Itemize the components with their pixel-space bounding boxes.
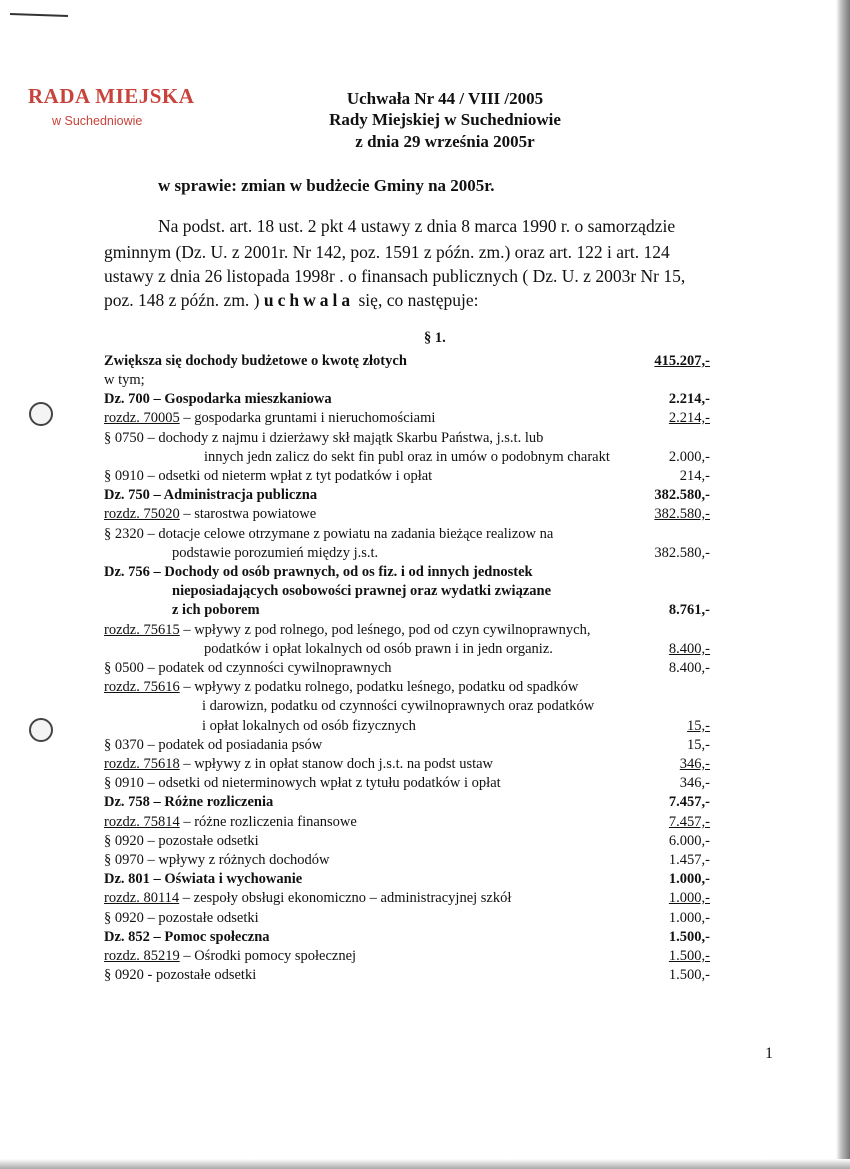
row-description: z ich poborem [172, 602, 260, 618]
chapter-description: – Ośrodki pomocy społecznej [179, 948, 357, 964]
row-amount: 1.000,- [668, 890, 710, 906]
table-row [104, 737, 714, 756]
row-description [104, 410, 435, 427]
table-row [104, 929, 714, 948]
table-row [104, 775, 714, 794]
table-row [104, 890, 714, 909]
row-amount: 346,- [679, 775, 710, 791]
row-description: Dz. 801 – Oświata i wychowanie [104, 871, 303, 887]
table-row [104, 698, 714, 717]
table-row [104, 564, 714, 583]
council-name: Rady Miejskiej w Suchedniowie [329, 110, 561, 129]
chapter-code: rozdz. 75020 [104, 506, 180, 522]
row-description: i darowizn, podatku od czynności cywilnoprawnych oraz podatków [202, 698, 595, 714]
row-amount: 2.214,- [668, 410, 710, 426]
row-amount: 1.457,- [668, 852, 710, 868]
table-row [104, 506, 714, 525]
punch-hole-bottom [29, 718, 53, 742]
chapter-code: rozdz. 75616 [104, 679, 180, 695]
row-amount: 8.761,- [668, 602, 710, 618]
chapter-description: – różne rozliczenia finansowe [179, 814, 357, 830]
table-row [104, 430, 714, 449]
table-row [104, 679, 714, 698]
resolves-word: uchwala [263, 290, 355, 310]
chapter-description: – wpływy z pod rolnego, pod leśnego, pod od czyn cywilnoprawnych, [179, 622, 591, 638]
row-amount: 8.400,- [668, 641, 710, 657]
chapter-description: – gospodarka gruntami i nieruchomościami [179, 410, 436, 426]
table-row [104, 353, 714, 372]
chapter-code: rozdz. 85219 [104, 948, 180, 964]
table-row [104, 545, 714, 564]
row-amount: 2.214,- [668, 391, 710, 407]
table-row [104, 948, 714, 967]
resolution-subject: w sprawie: zmian w budżecie Gminy na 2005r. [158, 176, 495, 195]
table-row [104, 487, 714, 506]
row-description: § 0910 – odsetki od nieterm wpłat z tyt podatków i opłat [104, 468, 433, 484]
row-description: nieposiadających osobowości prawnej oraz wydatki związane [172, 583, 552, 599]
legal-basis-line-3: ustawy z dnia 26 listopada 1998r . o finansach publicznych ( Dz. U. z 2003r Nr 15, [104, 266, 686, 286]
row-amount: 7.457,- [668, 814, 710, 830]
table-row [104, 391, 714, 410]
row-description: § 0750 – dochody z najmu i dzierżawy skł majątk Skarbu Państwa, j.s.t. lub [104, 430, 544, 446]
table-row [104, 583, 714, 602]
row-description [104, 506, 316, 523]
resolution-date: z dnia 29 września 2005r [355, 132, 535, 151]
legal-basis-line-4 [104, 290, 479, 311]
row-description [104, 679, 578, 696]
row-amount: 346,- [679, 756, 710, 772]
row-amount: 2.000,- [668, 449, 710, 465]
row-amount: 382.580,- [654, 506, 710, 522]
table-row [104, 372, 714, 391]
row-description [104, 756, 493, 773]
table-row [104, 641, 714, 660]
table-row [104, 660, 714, 679]
row-description [104, 814, 357, 831]
chapter-code: rozdz. 80114 [104, 890, 180, 906]
row-amount: 8.400,- [668, 660, 710, 676]
row-amount: 7.457,- [668, 794, 710, 810]
row-description: w tym; [104, 372, 145, 388]
stamp-line-1: RADA MIEJSKA [28, 84, 195, 108]
row-amount: 382.580,- [654, 545, 710, 561]
row-description: § 0920 – pozostałe odsetki [104, 833, 259, 849]
chapter-code: rozdz. 70005 [104, 410, 180, 426]
row-description: Dz. 756 – Dochody od osób prawnych, od os fiz. i od innych jednostek [104, 564, 533, 580]
stamp-line-2: w Suchedniowie [52, 114, 143, 128]
row-amount: 415.207,- [654, 353, 710, 369]
chapter-description: – starostwa powiatowe [179, 506, 317, 522]
chapter-description: – wpływy z podatku rolnego, podatku leśnego, podatku od spadków [179, 679, 579, 695]
row-amount: 214,- [679, 468, 710, 484]
row-amount: 1.000,- [668, 871, 710, 887]
row-amount: 1.500,- [668, 948, 710, 964]
row-amount: 1.500,- [668, 929, 710, 945]
row-description: Dz. 750 – Administracja publiczna [104, 487, 318, 503]
row-description: § 0920 – pozostałe odsetki [104, 910, 259, 926]
row-description: Dz. 758 – Różne rozliczenia [104, 794, 274, 810]
scan-edge-bottom [0, 1159, 850, 1169]
row-description [104, 622, 590, 639]
row-amount: 15,- [687, 737, 710, 753]
row-description: § 0920 - pozostałe odsetki [104, 967, 257, 983]
row-amount: 382.580,- [654, 487, 710, 503]
resolution-number: Uchwała Nr 44 / VIII /2005 [346, 89, 544, 108]
chapter-code: rozdz. 75618 [104, 756, 180, 772]
chapter-code: rozdz. 75615 [104, 622, 180, 638]
table-row [104, 871, 714, 890]
table-row [104, 910, 714, 929]
chapter-description: – zespoły obsługi ekonomiczno – administracyjnej szkół [179, 890, 512, 906]
row-description: § 0970 – wpływy z różnych dochodów [104, 852, 330, 868]
legal-basis-text-end: się, co następuje: [354, 290, 479, 310]
row-description: § 0500 – podatek od czynności cywilnoprawnych [104, 660, 392, 676]
legal-basis-line-2: gminnym (Dz. U. z 2001r. Nr 142, poz. 1591 z późn. zm.) oraz art. 122 i art. 124 [104, 242, 670, 262]
punch-hole-top [29, 402, 53, 426]
row-amount: 1.500,- [668, 967, 710, 983]
table-row [104, 756, 714, 775]
table-row [104, 602, 714, 621]
table-row [104, 410, 714, 429]
row-amount: 15,- [687, 718, 710, 734]
row-description: Dz. 700 – Gospodarka mieszkaniowa [104, 391, 332, 407]
table-row [104, 794, 714, 813]
row-description [104, 890, 511, 907]
table-row [104, 449, 714, 468]
table-row [104, 814, 714, 833]
corner-mark [10, 13, 68, 17]
row-description: podstawie porozumień między j.s.t. [172, 545, 379, 561]
legal-basis-line-1: Na podst. art. 18 ust. 2 pkt 4 ustawy z dnia 8 marca 1990 r. o samorządzie [158, 216, 676, 236]
row-description: Zwiększa się dochody budżetowe o kwotę złotych [104, 353, 407, 369]
table-row [104, 468, 714, 487]
row-amount: 6.000,- [668, 833, 710, 849]
row-description: innych jedn zalicz do sekt fin publ oraz in umów o podobnym charakt [204, 449, 610, 465]
table-row [104, 833, 714, 852]
row-amount: 1.000,- [668, 910, 710, 926]
table-row [104, 967, 714, 986]
row-description: podatków i opłat lokalnych od osób prawn i in jedn organiz. [204, 641, 553, 657]
table-row [104, 852, 714, 871]
table-row [104, 718, 714, 737]
row-description: § 0910 – odsetki od nieterminowych wpłat z tytułu podatków i opłat [104, 775, 501, 791]
table-row [104, 526, 714, 545]
chapter-code: rozdz. 75814 [104, 814, 180, 830]
row-description [104, 948, 356, 965]
chapter-description: – wpływy z in opłat stanow doch j.s.t. na podst ustaw [179, 756, 494, 772]
row-description: i opłat lokalnych od osób fizycznych [202, 718, 416, 734]
table-row [104, 622, 714, 641]
row-description: § 2320 – dotacje celowe otrzymane z powiatu na zadania bieżące realizow na [104, 526, 554, 542]
page-number: 1 [765, 1045, 773, 1062]
scan-edge-right [836, 0, 850, 1169]
section-heading: § 1. [424, 330, 446, 346]
row-description: § 0370 – podatek od posiadania psów [104, 737, 323, 753]
legal-basis-text: poz. 148 z późn. zm. ) [104, 290, 264, 310]
row-description: Dz. 852 – Pomoc społeczna [104, 929, 270, 945]
